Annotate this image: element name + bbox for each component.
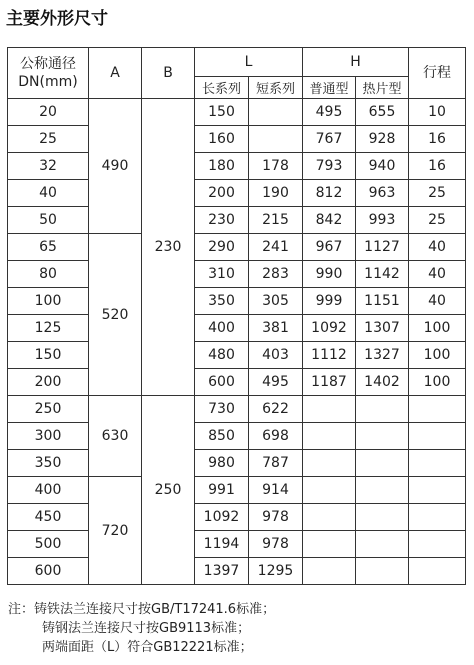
cell-dn: 600 [8,558,89,585]
cell-h-hot [356,423,409,450]
cell-h-normal: 1112 [303,342,356,369]
cell-h-hot: 928 [356,126,409,153]
cell-h-normal [303,504,356,531]
cell-l-short: 381 [249,315,303,342]
cell-h-normal: 967 [303,234,356,261]
cell-l-short: 914 [249,477,303,504]
cell-l-short: 1295 [249,558,303,585]
cell-h-normal: 1187 [303,369,356,396]
cell-stroke: 100 [409,342,466,369]
cell-h-hot [356,450,409,477]
cell-stroke: 40 [409,234,466,261]
table-row [8,504,466,531]
table-row [8,477,466,504]
cell-stroke [409,396,466,423]
cell-dn: 25 [8,126,89,153]
cell-a: 490 [89,99,142,234]
header-l-long: 长系列 [195,77,249,99]
cell-l-long: 730 [195,396,249,423]
dimension-table [7,47,466,585]
cell-dn: 125 [8,315,89,342]
cell-h-hot: 963 [356,180,409,207]
cell-l-long: 850 [195,423,249,450]
cell-l-long: 480 [195,342,249,369]
header-l-short: 短系列 [249,77,303,99]
cell-dn: 300 [8,423,89,450]
header-dn-line2: DN(mm) [18,74,78,90]
cell-dn: 100 [8,288,89,315]
cell-l-short: 178 [249,153,303,180]
cell-h-hot: 1142 [356,261,409,288]
cell-dn: 20 [8,99,89,126]
cell-h-hot [356,504,409,531]
header-h-hot: 热片型 [356,77,409,99]
cell-dn: 65 [8,234,89,261]
cell-h-hot: 1127 [356,234,409,261]
cell-l-short: 978 [249,531,303,558]
cell-l-long: 350 [195,288,249,315]
header-dn-line1: 公称通径 [20,56,76,72]
table-row [8,261,466,288]
cell-l-long: 180 [195,153,249,180]
cell-h-hot [356,396,409,423]
cell-h-hot [356,477,409,504]
cell-l-short: 283 [249,261,303,288]
table-row [8,531,466,558]
cell-l-short: 241 [249,234,303,261]
cell-l-long: 150 [195,99,249,126]
cell-dn: 32 [8,153,89,180]
cell-stroke: 25 [409,180,466,207]
cell-l-short: 403 [249,342,303,369]
cell-l-long: 1194 [195,531,249,558]
note-line: 铸钢法兰连接尺寸按GB9113标准； [42,621,251,636]
cell-h-normal: 999 [303,288,356,315]
cell-l-short: 622 [249,396,303,423]
cell-dn: 400 [8,477,89,504]
cell-stroke [409,531,466,558]
cell-l-short: 495 [249,369,303,396]
cell-h-normal: 812 [303,180,356,207]
notes [8,600,275,657]
cell-dn: 80 [8,261,89,288]
cell-h-hot: 940 [356,153,409,180]
cell-a: 630 [89,396,142,477]
cell-stroke [409,477,466,504]
table-row [8,423,466,450]
cell-l-short: 978 [249,504,303,531]
cell-l-short: 215 [249,207,303,234]
cell-h-normal [303,558,356,585]
cell-stroke: 40 [409,288,466,315]
cell-h-normal [303,477,356,504]
cell-h-normal [303,450,356,477]
cell-b: 250 [142,396,195,585]
cell-h-normal [303,396,356,423]
table-row [8,396,466,423]
cell-h-hot [356,558,409,585]
cell-l-short [249,126,303,153]
table-row [8,207,466,234]
cell-l-long: 200 [195,180,249,207]
cell-l-short [249,99,303,126]
cell-dn: 200 [8,369,89,396]
cell-l-long: 600 [195,369,249,396]
table-row [8,558,466,585]
cell-stroke [409,450,466,477]
table-row [8,342,466,369]
cell-stroke: 100 [409,315,466,342]
cell-stroke [409,423,466,450]
table-row [8,288,466,315]
cell-stroke: 25 [409,207,466,234]
cell-h-normal [303,423,356,450]
cell-l-long: 400 [195,315,249,342]
cell-dn: 50 [8,207,89,234]
cell-l-long: 160 [195,126,249,153]
cell-stroke: 16 [409,126,466,153]
cell-h-normal [303,531,356,558]
cell-stroke: 100 [409,369,466,396]
table-body [8,99,466,585]
cell-h-normal: 1092 [303,315,356,342]
cell-h-hot [356,531,409,558]
cell-l-short: 698 [249,423,303,450]
header-dn [8,48,89,99]
cell-l-long: 310 [195,261,249,288]
cell-h-normal: 793 [303,153,356,180]
header-stroke: 行程 [409,48,466,99]
cell-h-normal: 842 [303,207,356,234]
cell-l-long: 991 [195,477,249,504]
cell-h-hot: 1327 [356,342,409,369]
cell-l-long: 230 [195,207,249,234]
cell-l-long: 290 [195,234,249,261]
cell-h-normal: 495 [303,99,356,126]
header-l: L [195,48,303,77]
cell-dn: 350 [8,450,89,477]
cell-l-short: 305 [249,288,303,315]
cell-l-short: 190 [249,180,303,207]
cell-h-hot: 655 [356,99,409,126]
table-row [8,450,466,477]
cell-stroke: 40 [409,261,466,288]
cell-l-long: 1092 [195,504,249,531]
header-b: B [142,48,195,99]
cell-dn: 500 [8,531,89,558]
cell-stroke [409,558,466,585]
header-h: H [303,48,409,77]
cell-h-normal: 767 [303,126,356,153]
cell-a: 720 [89,477,142,585]
table-row [8,315,466,342]
cell-h-hot: 1151 [356,288,409,315]
cell-h-hot: 993 [356,207,409,234]
cell-dn: 150 [8,342,89,369]
cell-dn: 250 [8,396,89,423]
table-row [8,180,466,207]
table-row [8,126,466,153]
cell-dn: 40 [8,180,89,207]
cell-l-long: 1397 [195,558,249,585]
cell-stroke: 16 [409,153,466,180]
note-line: 两端面距（L）符合GB12221标准； [42,640,253,655]
page-title: 主要外形尺寸 [6,9,108,29]
cell-stroke: 10 [409,99,466,126]
header-a: A [89,48,142,99]
cell-l-long: 980 [195,450,249,477]
cell-b: 230 [142,99,195,396]
table-row [8,99,466,126]
table-row [8,234,466,261]
cell-stroke [409,504,466,531]
table-row [8,369,466,396]
cell-h-hot: 1307 [356,315,409,342]
cell-h-normal: 990 [303,261,356,288]
header-h-normal: 普通型 [303,77,356,99]
cell-l-short: 787 [249,450,303,477]
cell-a: 520 [89,234,142,396]
table-row [8,153,466,180]
note-line: 注：铸铁法兰连接尺寸按GB/T17241.6标准； [8,602,276,617]
cell-dn: 450 [8,504,89,531]
cell-h-hot: 1402 [356,369,409,396]
